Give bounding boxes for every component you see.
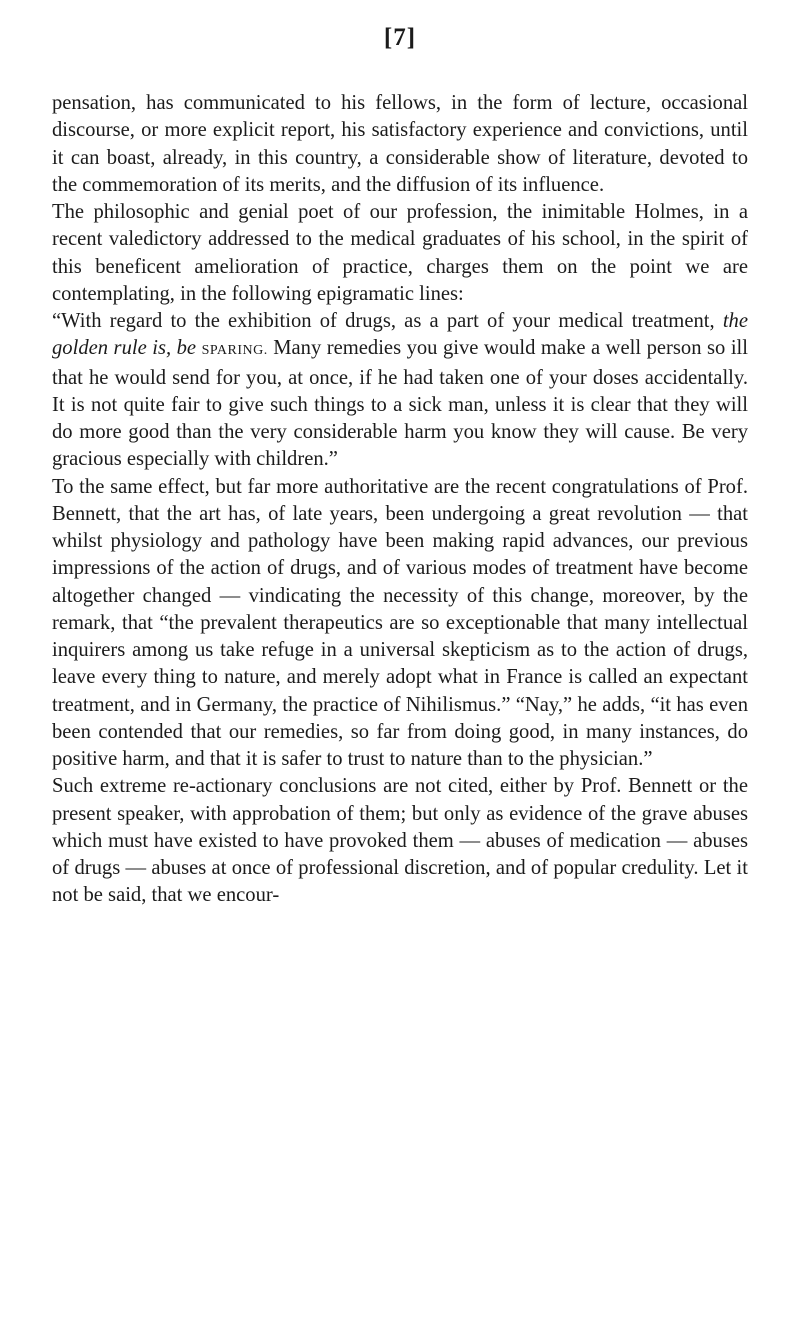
paragraph-5: Such extreme re-actionary conclusions are not cited, either by Prof. Bennett or the present speaker, with approbation of them; but only as evidence of the grave abuses which must have existed to have provoked them — abuses of medication — abuses of drugs — abuses at once of professional discretion, and of popular credulity. Let it not be said, that we encour-	[52, 775, 748, 907]
paragraph-1: pensation, has communicated to his fellows, in the form of lecture, occasional discourse, or more explicit report, his satisfactory experience and convictions, until it can boast, already, in this country, a considerable show of literature, devoted to the commemoration of its merits, and the diffusion of its influence.	[52, 92, 748, 196]
quote-opening: “With regard to the exhibition of drugs, as a part of your medical treatment,	[52, 310, 723, 332]
quote-remainder: Many remedies you give would make a well person so ill that he would send for you, at once, if he had taken one of your doses accidentally. It is not quite fair to give such things to a sick man, unless it is clear that they will do more good than the very considerable harm you know they will cause. Be very gracious especially with children.”	[52, 337, 748, 471]
quote-italic-phrase: the golden rule is, be	[52, 310, 748, 360]
paragraph-3-quote	[52, 308, 748, 474]
body-text	[52, 90, 748, 910]
quote-smallcaps-word: SPARING.	[201, 343, 268, 359]
paragraph-2: The philosophic and genial poet of our profession, the inimitable Holmes, in a recent valedictory addressed to the medical graduates of his school, in the spirit of this beneficent amelioration of practice, charges them on the point we are contemplating, in the following epigramatic lines:	[52, 201, 748, 305]
paragraph-4: To the same effect, but far more authoritative are the recent congratulations of Prof. Bennett, that the art has, of late years, been undergoing a great revolution — that whilst physiology and pathology have been making rapid advances, our previous impressions of the action of drugs, and of various modes of treatment have become altogether changed — vindicating the necessity of this change, moreover, by the remark, that “the prevalent therapeutics are so exceptionable that many intellectual inquirers among us take refuge in a universal skepticism as to the action of drugs, leave every thing to nature, and merely adopt what in France is called an expectant treatment, and in Germany, the practice of Nihilismus.” “Nay,” he adds, “it has even been contended that our remedies, so far from doing good, in many instances, do positive harm, and that it is safer to trust to nature than to the physician.”	[52, 475, 748, 770]
page-number: [7]	[383, 24, 417, 51]
